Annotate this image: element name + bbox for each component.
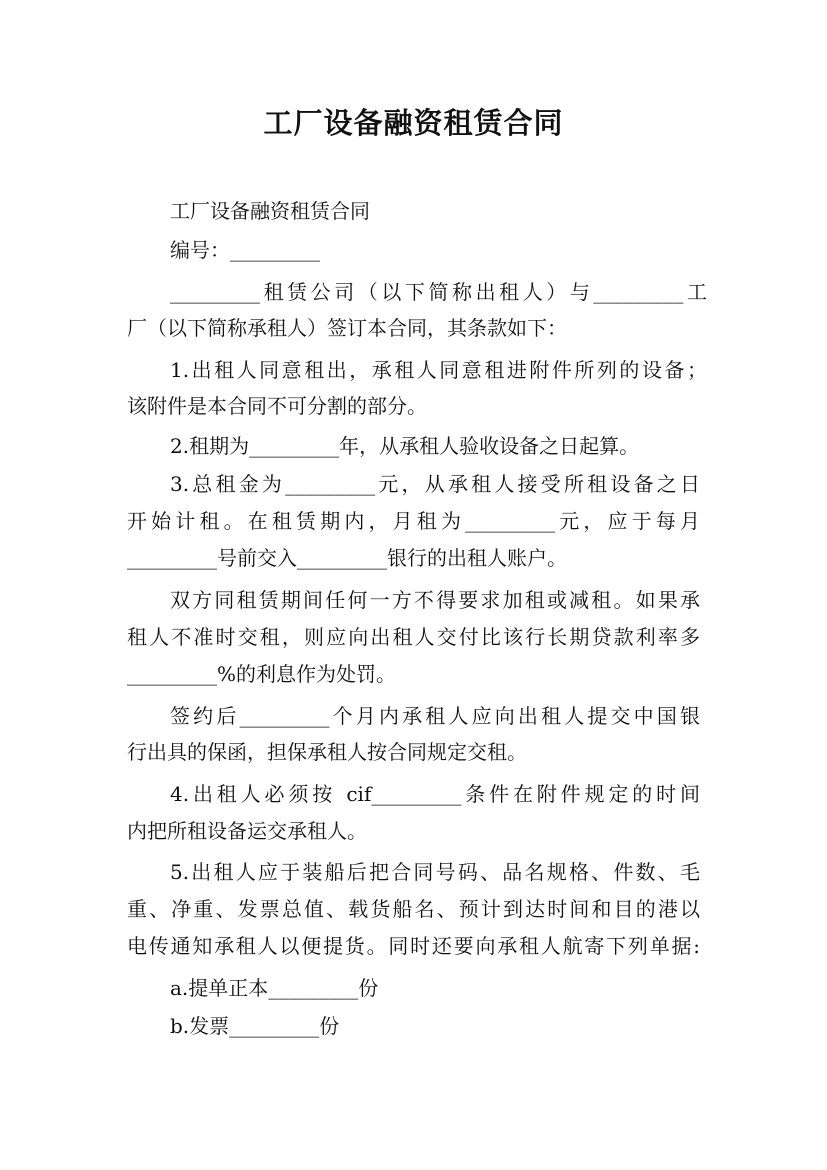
- paragraph-line: _________%的利息作为处罚。: [127, 662, 397, 686]
- paragraph-line: _________租赁公司（以下简称出租人）与_________工: [170, 280, 707, 304]
- document-list-item: b.发票_________份: [170, 1014, 340, 1038]
- clause-3-line: _________号前交入_________银行的出租人账户。: [127, 546, 567, 570]
- clause-3-line: 3.总租金为_________元，从承租人接受所租设备之日: [170, 472, 700, 496]
- contract-number-line: 编号：_________: [170, 238, 320, 262]
- paragraph-line: 租人不准时交租，则应向出租人交付比该行长期贷款利率多: [127, 625, 700, 649]
- paragraph-line: 厂（以下简称承租人）签订本合同，其条款如下：: [127, 316, 567, 340]
- clause-5-line: 重、净重、发票总值、载货船名、预计到达时间和目的港以: [127, 897, 700, 921]
- clause-3-line: 开始计租。在租赁期内，月租为_________元，应于每月: [127, 509, 700, 533]
- document-list-item: a.提单正本_________份: [170, 976, 379, 1000]
- paragraph-line: 签约后_________个月内承租人应向出租人提交中国银: [170, 704, 700, 728]
- clause-4-line: 内把所租设备运交承租人。: [127, 819, 367, 843]
- paragraph-line: 双方同租赁期间任何一方不得要求加租或减租。如果承: [170, 588, 700, 612]
- clause-1-line: 该附件是本合同不可分割的部分。: [127, 394, 427, 418]
- clause-5-line: 电传通知承租人以便提货。同时还要向承租人航寄下列单据:: [127, 934, 700, 958]
- clause-5-line: 5.出租人应于装船后把合同号码、品名规格、件数、毛: [170, 860, 700, 884]
- clause-4-line: 4.出租人必须按 cif_________条件在附件规定的时间: [170, 782, 700, 806]
- clause-2-line: 2.租期为_________年，从承租人验收设备之日起算。: [170, 434, 640, 458]
- clause-1-line: 1.出租人同意租出，承租人同意租进附件所列的设备；: [170, 358, 707, 382]
- document-title: 工厂设备融资租赁合同: [263, 106, 564, 140]
- paragraph-line: 行出具的保函，担保承租人按合同规定交租。: [127, 740, 527, 764]
- subtitle-line: 工厂设备融资租赁合同: [170, 199, 370, 223]
